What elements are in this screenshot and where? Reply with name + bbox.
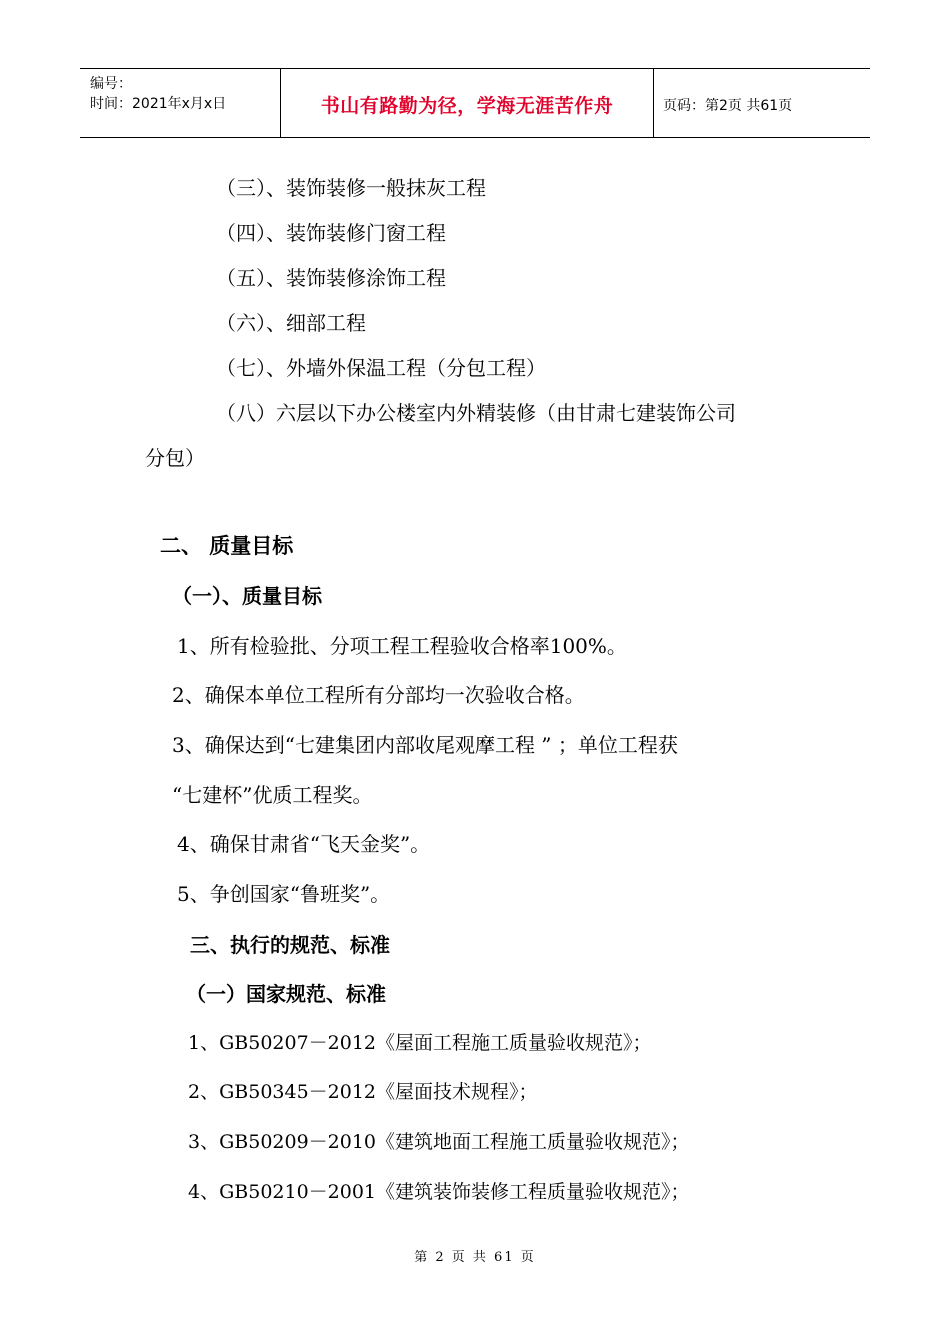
section-heading: 三、执行的规范、标准 xyxy=(190,933,390,957)
document-date: 时间：2021年x月x日 xyxy=(90,96,227,112)
scope-item: （六）、细部工程 xyxy=(216,311,366,335)
standard-item: 3、GB50209－2010《建筑地面工程施工质量验收规范》； xyxy=(188,1131,690,1153)
document-number-label: 编号： xyxy=(90,76,132,92)
scope-item: （七）、外墙外保温工程（分包工程） xyxy=(216,356,546,380)
scope-item: （五）、装饰装修涂饰工程 xyxy=(216,266,446,290)
header-center-cell xyxy=(280,69,654,137)
scope-item: （八）六层以下办公楼室内外精装修（由甘肃七建装饰公司 xyxy=(216,401,736,425)
section-subheading: （一）国家规范、标准 xyxy=(186,982,386,1006)
goal-item: 5、争创国家“鲁班奖”。 xyxy=(177,882,391,906)
page-footer: 第 2 页 共 61 页 xyxy=(414,1250,536,1265)
standard-item: 1、GB50207－2012《屋面工程施工质量验收规范》； xyxy=(188,1032,652,1054)
page-header xyxy=(80,68,870,138)
goal-item: 4、确保甘肃省“飞天金奖”。 xyxy=(177,832,431,856)
standard-item: 4、GB50210－2001《建筑装饰装修工程质量验收规范》； xyxy=(188,1181,690,1203)
goal-item: 3、确保达到“七建集团内部收尾观摩工程 ” ；单位工程获 xyxy=(172,733,678,757)
goal-item: 2、确保本单位工程所有分部均一次验收合格。 xyxy=(172,683,585,707)
scope-item-continued: 分包） xyxy=(145,446,205,470)
header-motto: 书山有路勤为径，学海无涯苦作舟 xyxy=(320,95,614,117)
goal-item: “七建杯”优质工程奖。 xyxy=(172,783,373,807)
standard-item: 2、GB50345－2012《屋面技术规程》； xyxy=(188,1081,538,1103)
header-right-cell xyxy=(653,69,870,137)
scope-item: （三）、装饰装修一般抹灰工程 xyxy=(216,176,486,200)
goal-item: 1、所有检验批、分项工程工程验收合格率100%。 xyxy=(177,634,627,658)
section-heading: 二、 质量目标 xyxy=(160,533,294,558)
scope-item: （四）、装饰装修门窗工程 xyxy=(216,221,446,245)
header-left-cell xyxy=(80,69,280,137)
section-subheading: （一）、质量目标 xyxy=(172,584,322,608)
header-page-info: 页码：第2页 共61页 xyxy=(663,98,793,114)
